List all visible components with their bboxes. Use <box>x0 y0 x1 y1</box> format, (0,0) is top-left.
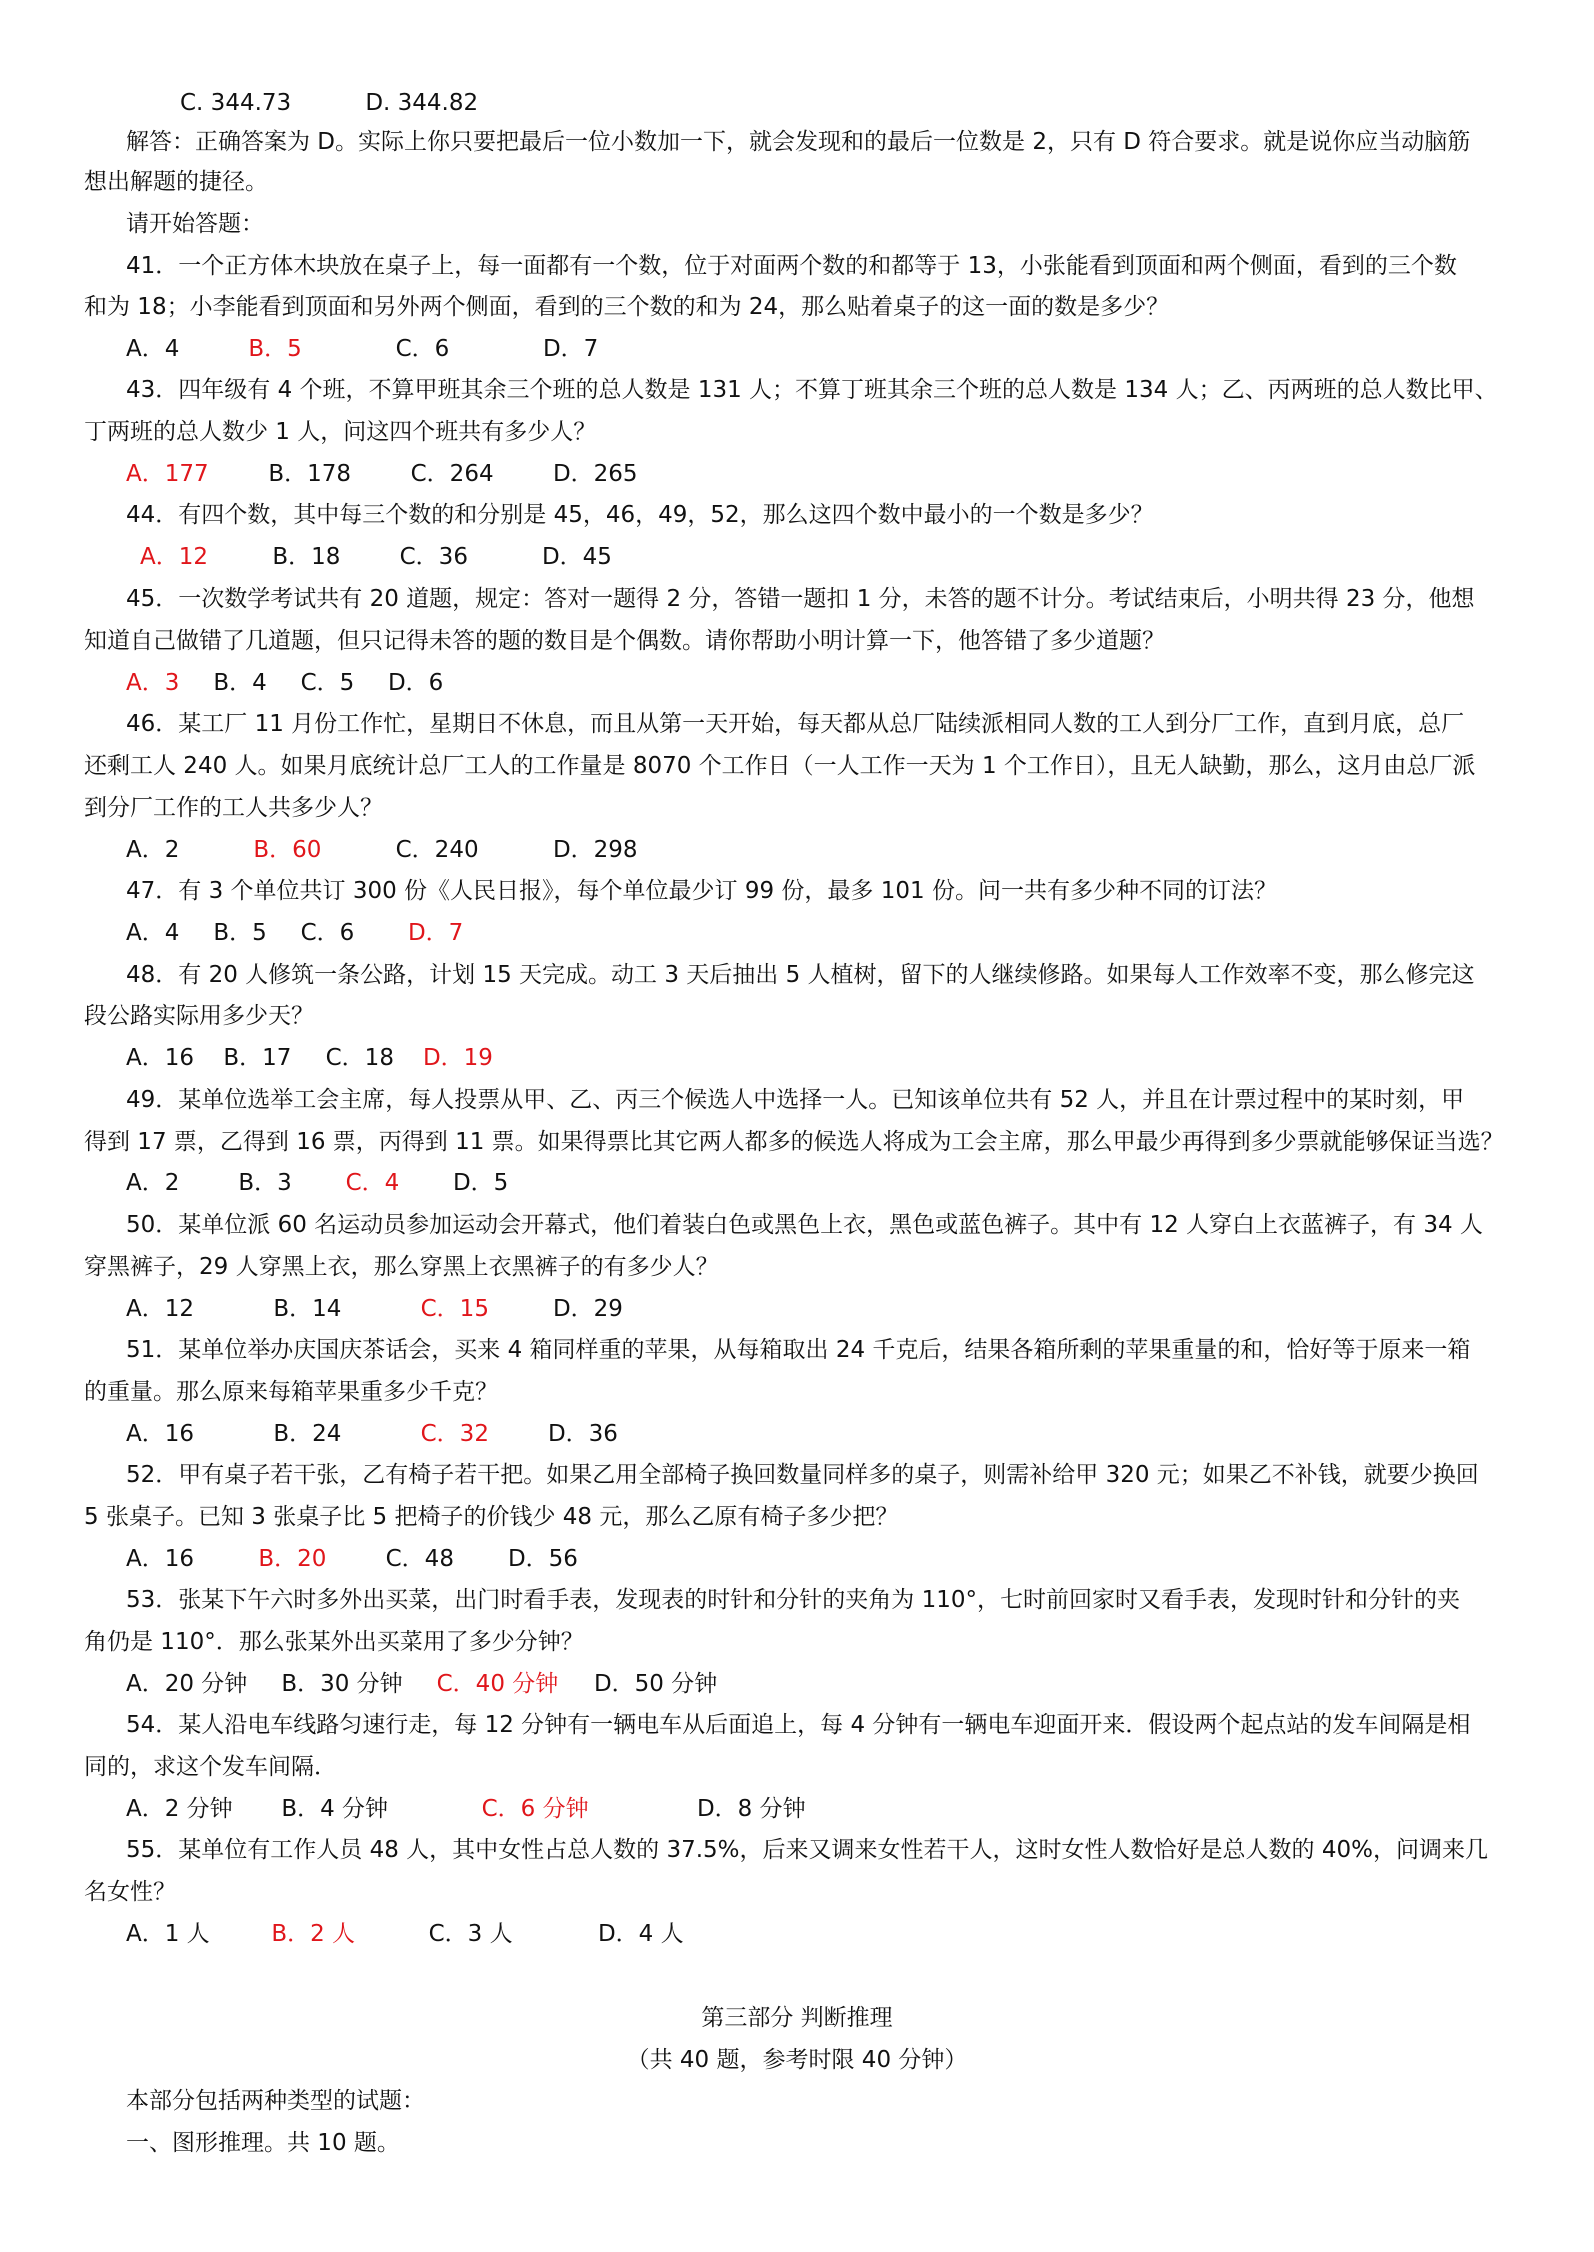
option-answer: C．40 分钟 <box>436 1671 559 1697</box>
question-options <box>140 542 1580 572</box>
question-options <box>126 1919 1566 1949</box>
question-line: 和为 18；小李能看到顶面和另外两个侧面，看到的三个数的和为 24，那么贴着桌子的这一面的数是多少？ <box>84 294 1170 320</box>
question-line: 5 张桌子。已知 3 张桌子比 5 把椅子的价钱少 48 元，那么乙原有椅子多少把？ <box>84 1504 899 1530</box>
question-line: 45．一次数学考试共有 20 道题，规定：答对一题得 2 分，答错一题扣 1 分，未答的题不计分。考试结束后，小明共得 23 分，他想 <box>126 586 1475 612</box>
question-line: 同的，求这个发车间隔． <box>84 1754 337 1780</box>
option: D．4 人 <box>597 1921 684 1947</box>
question-options <box>126 1544 1566 1574</box>
section-subtitle: （共 40 题，参考时限 40 分钟） <box>626 2047 968 2073</box>
option: A．20 分钟 <box>126 1671 248 1697</box>
option: A．16 <box>126 1045 195 1071</box>
option: A．1 人 <box>126 1921 210 1947</box>
option: A．4 <box>126 920 180 946</box>
question-options <box>126 1794 1566 1824</box>
option: C．6 <box>395 336 450 362</box>
question-line: 段公路实际用多少天？ <box>84 1003 314 1029</box>
option: C．36 <box>399 544 468 570</box>
start-prompt: 请开始答题： <box>126 211 264 237</box>
option: B．30 分钟 <box>281 1671 403 1697</box>
question-line: 47．有 3 个单位共订 300 份《人民日报》，每个单位最少订 99 份，最多 101 份。问一共有多少种不同的订法？ <box>126 878 1277 904</box>
explanation-line: 解答：正确答案为 D。实际上你只要把最后一位小数加一下，就会发现和的最后一位数是 2，只有 D 符合要求。就是说你应当动脑筋 <box>126 129 1471 155</box>
question-line: 名女性？ <box>84 1879 176 1905</box>
explanation-line: 想出解题的捷径。 <box>84 169 268 195</box>
option: B．17 <box>223 1045 292 1071</box>
question-line: 52．甲有桌子若干张，乙有椅子若干把。如果乙用全部椅子换回数量同样多的桌子，则需补给甲 320 元；如果乙不补钱，就要少换回 <box>126 1462 1479 1488</box>
option: A．4 <box>126 336 180 362</box>
option: D. 344.82 <box>365 90 479 116</box>
question-line: 55．某单位有工作人员 48 人，其中女性占总人数的 37.5%，后来又调来女性若干人，这时女性人数恰好是总人数的 40%，问调来几 <box>126 1837 1488 1863</box>
question-line: 丁两班的总人数少 1 人，问这四个班共有多少人？ <box>84 419 597 445</box>
option: D．6 <box>387 670 444 696</box>
option-answer: B．60 <box>253 837 322 863</box>
option: C．48 <box>385 1546 454 1572</box>
question-options <box>126 668 1566 698</box>
question-line: 41．一个正方体木块放在桌子上，每一面都有一个数，位于对面两个数的和都等于 13，小张能看到顶面和两个侧面，看到的三个数 <box>126 253 1457 279</box>
option: B．4 <box>213 670 267 696</box>
option: D．298 <box>552 837 638 863</box>
option: A．16 <box>126 1546 195 1572</box>
option: D．56 <box>507 1546 578 1572</box>
question-options <box>126 1669 1566 1699</box>
question-line: 54．某人沿电车线路匀速行走，每 12 分钟有一辆电车从后面追上，每 4 分钟有一辆电车迎面开来．假设两个起点站的发车间隔是相 <box>126 1712 1471 1738</box>
question-line: 到分厂工作的工人共多少人？ <box>84 795 383 821</box>
option: D．29 <box>552 1296 623 1322</box>
option: A．2 <box>126 837 180 863</box>
option-answer: A．3 <box>126 670 180 696</box>
option-answer: D．19 <box>422 1045 493 1071</box>
option: D．7 <box>542 336 599 362</box>
question-line: 知道自己做错了几道题，但只记得未答的题的数目是个偶数。请你帮助小明计算一下，他答错了多少道题？ <box>84 628 1165 654</box>
question-line: 角仍是 110°．那么张某外出买菜用了多少分钟？ <box>84 1629 584 1655</box>
option: B．18 <box>272 544 341 570</box>
option: C. 344.73 <box>180 90 292 116</box>
option: C．5 <box>300 670 355 696</box>
option: D．50 分钟 <box>593 1671 718 1697</box>
option: B．3 <box>238 1170 292 1196</box>
section-part1: 一、图形推理。共 10 题。 <box>126 2130 400 2156</box>
option: A．12 <box>126 1296 195 1322</box>
question-options <box>126 1294 1566 1324</box>
option: B．4 分钟 <box>281 1796 389 1822</box>
question-line: 51．某单位举办庆国庆茶话会，买来 4 箱同样重的苹果，从每箱取出 24 千克后，结果各箱所剩的苹果重量的和，恰好等于原来一箱 <box>126 1337 1471 1363</box>
option: B．24 <box>273 1421 342 1447</box>
option-answer: C．6 分钟 <box>481 1796 589 1822</box>
option: C．240 <box>395 837 479 863</box>
question-options <box>126 459 1566 489</box>
option: D．265 <box>552 461 638 487</box>
option: C．6 <box>300 920 355 946</box>
section-intro: 本部分包括两种类型的试题： <box>126 2088 425 2114</box>
option-answer: C．32 <box>420 1421 489 1447</box>
question-line: 得到 17 票，乙得到 16 票，丙得到 11 票。如果得票比其它两人都多的候选人将成为工会主席，那么甲最少再得到多少票就能够保证当选？ <box>84 1129 1504 1155</box>
question-line: 穿黑裤子，29 人穿黑上衣，那么穿黑上衣黑裤子的有多少人？ <box>84 1254 719 1280</box>
question-line: 48．有 20 人修筑一条公路，计划 15 天完成。动工 3 天后抽出 5 人植树，留下的人继续修路。如果每人工作效率不变，那么修完这 <box>126 962 1475 988</box>
prev-options <box>180 88 1594 118</box>
option: B．14 <box>273 1296 342 1322</box>
question-line: 44．有四个数，其中每三个数的和分别是 45，46，49，52，那么这四个数中最小的一个数是多少？ <box>126 502 1154 528</box>
option-answer: D．7 <box>407 920 464 946</box>
option: A．2 分钟 <box>126 1796 233 1822</box>
option: B．5 <box>213 920 267 946</box>
option-answer: C．4 <box>345 1170 400 1196</box>
option-answer: B．20 <box>258 1546 327 1572</box>
question-options <box>126 1168 1566 1198</box>
question-line: 53．张某下午六时多外出买菜，出门时看手表，发现表的时针和分针的夹角为 110°，七时前回家时又看手表，发现时针和分针的夹 <box>126 1587 1460 1613</box>
question-options <box>126 1419 1566 1449</box>
option: D．36 <box>547 1421 618 1447</box>
question-line: 46．某工厂 11 月份工作忙，星期日不休息，而且从第一天开始，每天都从总厂陆续派相同人数的工人到分厂工作，直到月底，总厂 <box>126 711 1465 737</box>
question-options <box>126 334 1566 364</box>
option-answer: B．5 <box>248 336 302 362</box>
question-options <box>126 835 1566 865</box>
option: A．2 <box>126 1170 180 1196</box>
question-line: 50．某单位派 60 名运动员参加运动会开幕式，他们着装白色或黑色上衣，黑色或蓝色裤子。其中有 12 人穿白上衣蓝裤子，有 34 人 <box>126 1212 1483 1238</box>
question-line: 的重量。那么原来每箱苹果重多少千克？ <box>84 1379 498 1405</box>
option: D．45 <box>541 544 612 570</box>
question-line: 49．某单位选举工会主席，每人投票从甲、乙、丙三个候选人中选择一人。已知该单位共有 52 人，并且在计票过程中的某时刻，甲 <box>126 1087 1465 1113</box>
option: C．264 <box>410 461 494 487</box>
option-answer: C．15 <box>420 1296 489 1322</box>
option: B．178 <box>268 461 351 487</box>
option-answer: A．177 <box>126 461 209 487</box>
question-options <box>126 918 1566 948</box>
option: D．5 <box>452 1170 509 1196</box>
question-line: 还剩工人 240 人。如果月底统计总厂工人的工作量是 8070 个工作日（一人工作一天为 1 个工作日），且无人缺勤，那么，这月由总厂派 <box>84 753 1476 779</box>
option: C．3 人 <box>428 1921 513 1947</box>
option: A．16 <box>126 1421 195 1447</box>
question-line: 43．四年级有 4 个班，不算甲班其余三个班的总人数是 131 人；不算丁班其余三个班的总人数是 134 人；乙、丙两班的总人数比甲、 <box>126 377 1498 403</box>
option: D．8 分钟 <box>696 1796 806 1822</box>
option-answer: B．2 人 <box>271 1921 356 1947</box>
section-title: 第三部分 判断推理 <box>701 2005 893 2031</box>
question-options <box>126 1043 1566 1073</box>
option-answer: A．12 <box>140 544 209 570</box>
option: C．18 <box>325 1045 394 1071</box>
